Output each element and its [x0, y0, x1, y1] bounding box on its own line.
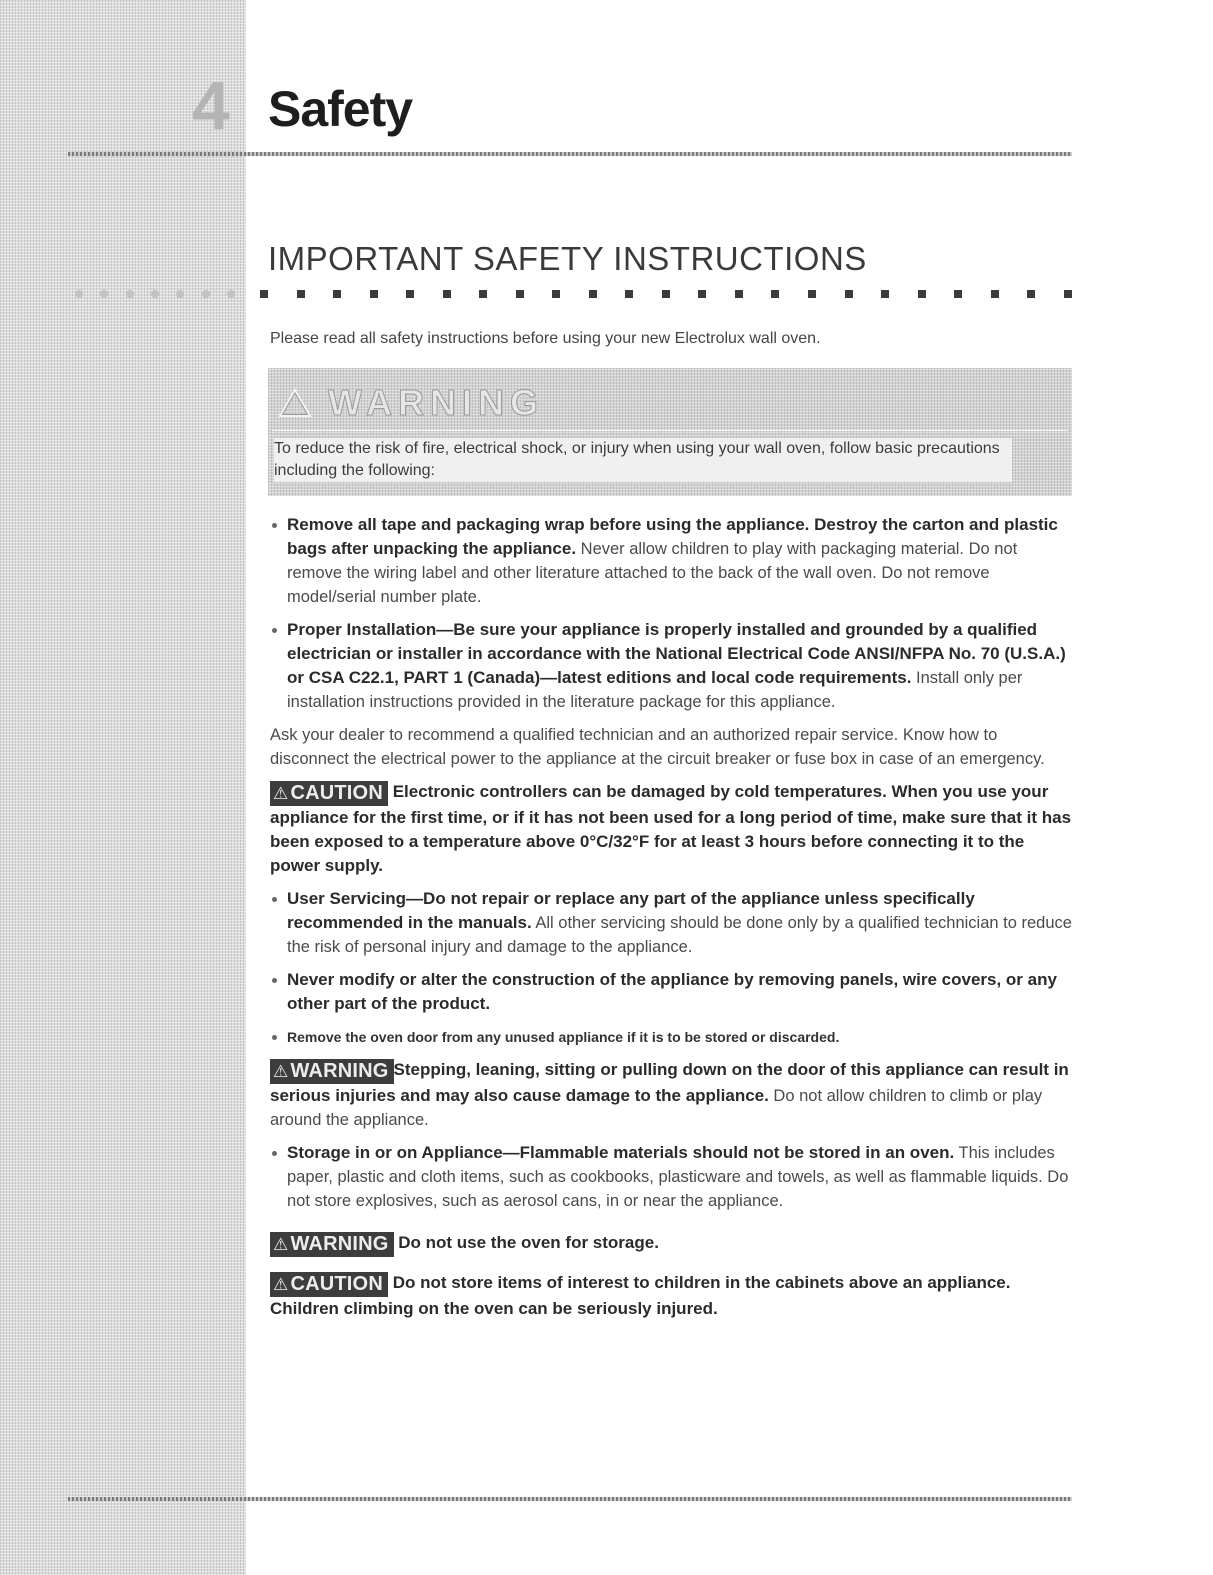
caution-badge: [270, 781, 388, 806]
warning-triangle-icon: ⚠: [273, 1275, 289, 1294]
warning-paragraph: [270, 1231, 1073, 1257]
warning-badge: [270, 1059, 394, 1084]
warning-badge: [270, 1232, 394, 1257]
item-text: Install only per installation instructions provided in the literature package for this appliance.: [287, 669, 1023, 711]
sidebar-band: [0, 0, 246, 1575]
section-title: Safety: [268, 81, 413, 137]
safety-content: [270, 513, 1073, 1330]
warning-paragraph: [270, 1058, 1073, 1132]
item-bold: Storage in or on Appliance—Flammable materials should not be stored in an oven.: [287, 1143, 955, 1162]
warning-rest: Do not allow children to climb or play around the appliance.: [270, 1087, 1043, 1129]
warning-triangle-icon: ⚠: [273, 784, 289, 803]
item-bold: Remove the oven door from any unused appliance if it is to be stored or discarded.: [287, 1029, 840, 1045]
item-bold: Proper Installation—Be sure your appliance is properly installed and grounded by a qualified electrician or installer in accordance with the National Electrical Code ANSI/NFPA No. 70 (U.S.A.) or CSA C22.1, PART 1 (Canada)—latest editions and local code requirements.: [287, 620, 1066, 687]
caution-label: CAUTION: [290, 782, 383, 804]
item-text: Never allow children to play with packaging material. Do not remove the wiring label and other literature attached to the back of the wall oven. Do not remove model/serial number plate.: [287, 540, 1018, 606]
item-bold: User Servicing—Do not repair or replace any part of the appliance unless specifically recommended in the manuals.: [287, 889, 975, 932]
warning-label: WARNING: [290, 1233, 389, 1255]
decorative-dots-left: [75, 290, 235, 298]
decorative-squares: [260, 290, 1072, 298]
caution-text: Electronic controllers can be damaged by cold temperatures. When you use your appliance for the first time, or if it has not been used for a long period of time, make sure that it has been exposed to a temperature above 0°C/32°F for at least 3 hours before connecting it to the power supply.: [270, 782, 1072, 875]
warning-bold: Stepping, leaning, sitting or pulling down on the door of this appliance can result in serious injuries and may also cause damage to the appliance.: [270, 1060, 1069, 1105]
list-item: [270, 887, 1073, 959]
list-item: [270, 618, 1073, 714]
page-number: 4: [192, 68, 230, 144]
page-subtitle: IMPORTANT SAFETY INSTRUCTIONS: [268, 240, 867, 277]
list-item: [270, 1141, 1073, 1213]
warning-text: Do not use the oven for storage.: [393, 1233, 659, 1252]
warning-triangle-icon: [278, 388, 312, 418]
list-item: [270, 1025, 1073, 1049]
item-bold: Remove all tape and packaging wrap before using the appliance. Destroy the carton and plastic bags after unpacking the appliance.: [287, 515, 1058, 558]
warning-box: [268, 368, 1072, 496]
caution-label: CAUTION: [290, 1273, 383, 1295]
warning-triangle-icon: ⚠: [273, 1235, 289, 1254]
item-text: This includes paper, plastic and cloth items, such as cookbooks, plasticware and towels, as well as flammable liquids. Do not store explosives, such as aerosol cans, in or near the appliance.: [287, 1144, 1069, 1210]
caution-paragraph: [270, 780, 1073, 878]
list-item: [270, 513, 1073, 609]
warning-title: WARNING: [328, 382, 544, 423]
item-bold: Never modify or alter the construction of the appliance by removing panels, wire covers, or any other part of the product.: [287, 970, 1057, 1013]
item-text: All other servicing should be done only by a qualified technician to reduce the risk of personal injury and damage to the appliance.: [287, 914, 1072, 956]
warning-header: [278, 380, 544, 426]
warning-divider: [272, 430, 1068, 431]
caution-badge: [270, 1272, 388, 1297]
footer-rule: [68, 1497, 1072, 1501]
caution-paragraph: [270, 1271, 1073, 1321]
caution-text: Do not store items of interest to children in the cabinets above an appliance. Children climbing on the oven can be seriously injured.: [270, 1273, 1011, 1318]
list-item: [270, 968, 1073, 1016]
warning-triangle-icon: ⚠: [273, 1062, 289, 1081]
warning-text: To reduce the risk of fire, electrical shock, or injury when using your wall oven, follow basic precautions including the following:: [274, 438, 1012, 482]
intro-text: Please read all safety instructions before using your new Electrolux wall oven.: [270, 330, 821, 347]
dealer-paragraph: Ask your dealer to recommend a qualified technician and an authorized repair service. Know how to disconnect the electrical power to the appliance at the circuit breaker or fuse box in case of an emergency.: [270, 726, 1045, 768]
header-rule: [68, 152, 1072, 156]
warning-label: WARNING: [290, 1060, 389, 1082]
